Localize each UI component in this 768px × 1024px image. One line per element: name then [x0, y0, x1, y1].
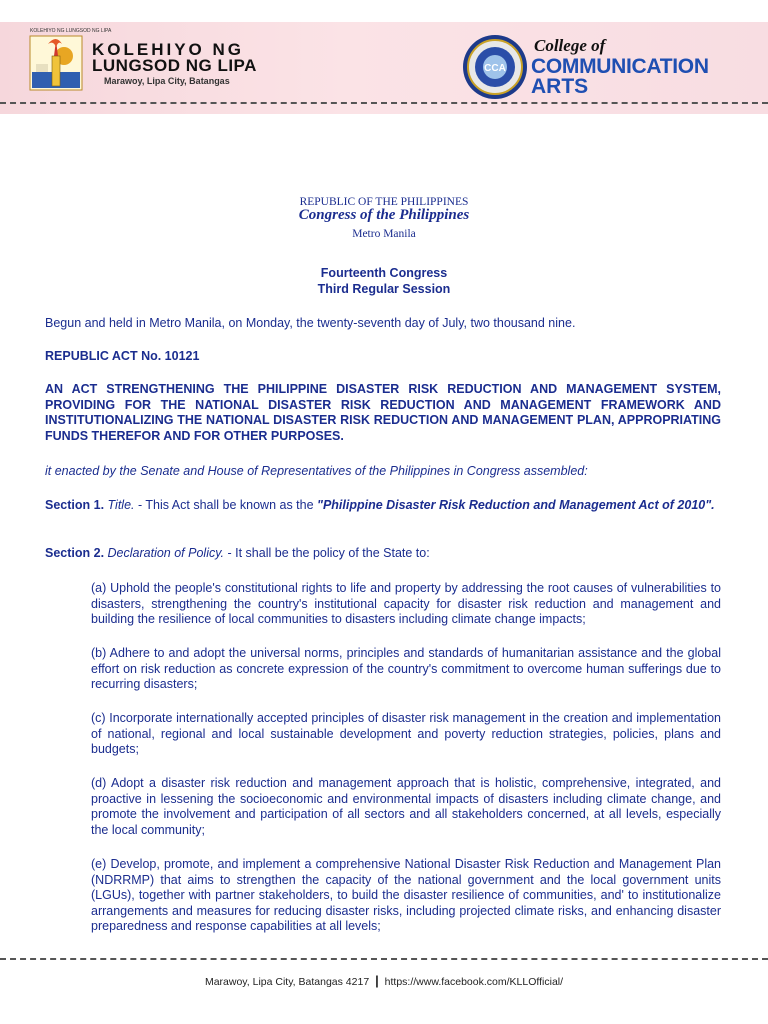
- republic-heading: REPUBLIC OF THE PHILIPPINES: [299, 196, 469, 208]
- svg-text:CCA: CCA: [484, 63, 506, 74]
- section-2-text: - It shall be the policy of the State to:: [224, 546, 430, 560]
- act-title: AN ACT STRENGTHENING THE PHILIPPINE DISASTER RISK REDUCTION AND MANAGEMENT SYSTEM, PROVIDING FOR THE NATIONAL DISASTER RISK REDUCTION AND MANAGEMENT FRAMEWORK AND INSTITUTIONALIZING THE NATIONAL DISASTER RISK REDUCTION AND MANAGEMENT PLAN, APPROPRIATING FUNDS THEREFOR AND FOR OTHER PURPOSES.: [45, 382, 721, 443]
- session-heading: Third Regular Session: [317, 282, 451, 296]
- begun-paragraph: Begun and held in Metro Manila, on Monday, the twenty-seventh day of July, two thousand nine.: [45, 316, 576, 330]
- footer-divider: [0, 958, 768, 960]
- section-1-heading: Title.: [107, 498, 135, 512]
- enacted-clause: it enacted by the Senate and House of Representatives of the Philippines in Congress assembled:: [45, 464, 588, 478]
- kll-title-line1: KOLEHIYO NG: [92, 40, 245, 59]
- footer-address: Marawoy, Lipa City, Batangas 4217: [204, 976, 370, 988]
- section-1-act-name: "Philippine Disaster Risk Reduction and Management Act of 2010".: [317, 498, 715, 512]
- policy-item-c: (c) Incorporate internationally accepted principles of disaster risk management in the creation and implementation of national, regional and local sustainable development and poverty reduction strategies, policies, plans and budgets;: [91, 711, 721, 756]
- policy-item-d: (d) Adopt a disaster risk reduction and management approach that is holistic, comprehensive, integrated, and proactive in lessening the socioeconomic and environmental impacts of disasters including climate change, and promote the involvement and participation of all sectors and all stakeholders concerned, at all levels, especially the local community;: [91, 776, 721, 837]
- section-1: [45, 498, 721, 514]
- policy-item-a: (a) Uphold the people's constitutional rights to life and property by addressing the root causes of vulnerabilities to disasters, strengthening the country's institutional capacity for disaster risk reduction and management and building the resilience of local communities to disasters including climate change impacts;: [91, 581, 721, 626]
- policy-item-e: (e) Develop, promote, and implement a comprehensive National Disaster Risk Reduction and Management Plan (NDRRMP) that aims to strengthen the capacity of the national government and the local government units (LGUs), together with partner stakeholders, to build the disaster resilience of communities, and' to institutionalize arrangements and measures for reducing disaster risks, including projected climate risks, and enhancing disaster preparedness and response capabilities at all levels;: [91, 857, 721, 933]
- metro-heading: Metro Manila: [352, 228, 416, 240]
- kll-address: Marawoy, Lipa City, Batangas: [104, 76, 230, 86]
- footer: [0, 973, 768, 988]
- congress-number: Fourteenth Congress: [320, 266, 448, 280]
- footer-separator: |: [375, 973, 379, 988]
- cca-seal-icon: [462, 34, 528, 100]
- cca-communication: COMMUNICATION: [531, 55, 709, 78]
- header-divider: [0, 102, 768, 104]
- section-2-heading: Declaration of Policy.: [107, 546, 225, 560]
- kll-logo-icon: [28, 34, 84, 92]
- kll-logo-caption: KOLEHIYO NG LUNGSOD NG LIPA: [30, 28, 112, 34]
- section-2-label: Section 2.: [45, 546, 105, 560]
- kll-title-line2: LUNGSOD NG LIPA: [92, 56, 257, 75]
- footer-url[interactable]: https://www.facebook.com/KLLOfficial/: [384, 976, 564, 988]
- congress-heading: Congress of the Philippines: [298, 207, 470, 223]
- section-1-text: - This Act shall be known as the: [134, 498, 318, 512]
- section-2: [45, 546, 721, 562]
- cca-arts: ARTS: [531, 75, 589, 98]
- act-number: REPUBLIC ACT No. 10121: [45, 349, 200, 363]
- policy-item-b: (b) Adhere to and adopt the universal norms, principles and standards of humanitarian assistance and the global effort on risk reduction as concrete expression of the country's commitment to overcome human sufferings due to recurring disasters;: [91, 646, 721, 691]
- section-1-label: Section 1.: [45, 498, 105, 512]
- cca-college-of: College of: [534, 36, 606, 55]
